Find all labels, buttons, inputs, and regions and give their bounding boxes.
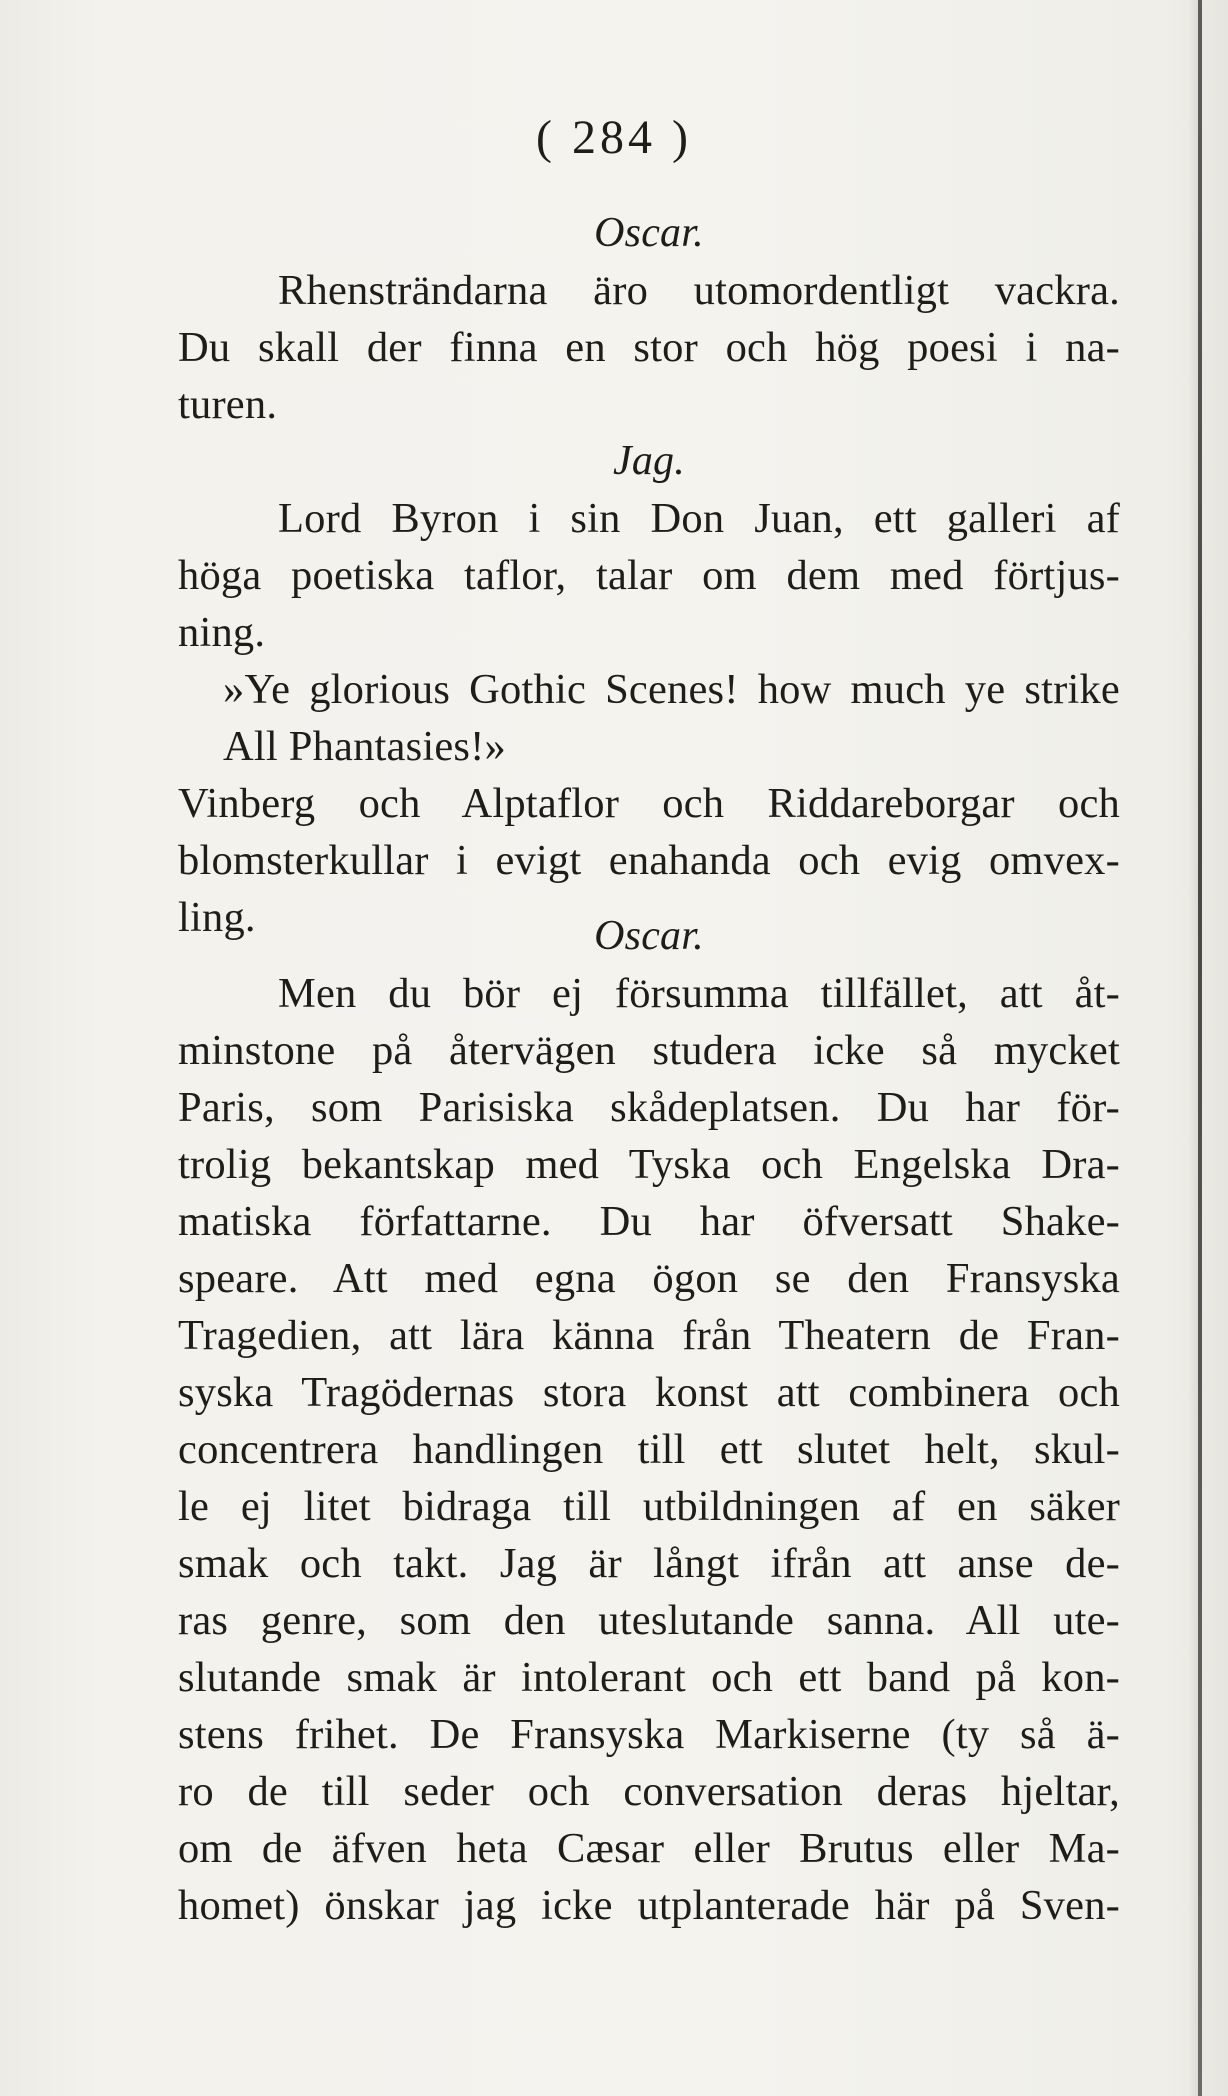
text-line: matiska författarne. Du har öfversatt Shake- (178, 1198, 1120, 1245)
text-line: Lord Byron i sin Don Juan, ett galleri af (278, 495, 1120, 542)
text-line: minstone på återvägen studera icke så mycket (178, 1027, 1120, 1074)
quote-line: »Ye glorious Gothic Scenes! how much ye strike (223, 666, 1120, 713)
quote-line: All Phantasies!» (223, 723, 506, 770)
text-line: ling. (178, 894, 256, 941)
text-line: höga poetiska taflor, talar om dem med förtjus- (178, 552, 1120, 599)
text-line: stens frihet. De Fransyska Markiserne (ty så ä- (178, 1711, 1120, 1758)
text-line: ning. (178, 609, 266, 656)
speaker-name: Oscar. (594, 913, 704, 959)
dialogue-block-oscar-2 (178, 908, 1120, 1934)
text-line: syska Tragödernas stora konst att combinera och (178, 1369, 1120, 1416)
speaker-name: Oscar. (594, 210, 704, 256)
text-line: le ej litet bidraga till utbildningen af en säker (178, 1483, 1120, 1530)
text-line: homet) önskar jag icke utplanterade här på Sven- (178, 1882, 1120, 1929)
text-line: Vinberg och Alptaflor och Riddareborgar och (178, 780, 1120, 827)
page-edge-line (1198, 0, 1202, 2096)
text-line: concentrera handlingen till ett slutet helt, skul- (178, 1426, 1120, 1473)
text-line: turen. (178, 381, 278, 428)
speaker-name: Jag. (613, 438, 685, 484)
text-line: speare. Att med egna ögon se den Fransyska (178, 1255, 1120, 1302)
text-line: trolig bekantskap med Tyska och Engelska Dra- (178, 1141, 1120, 1188)
text-line: Rhensträndarna äro utomordentligt vackra. (278, 267, 1120, 314)
text-line: om de äfven heta Cæsar eller Brutus eller Ma- (178, 1825, 1120, 1872)
text-line: Du skall der finna en stor och hög poesi i na- (178, 324, 1120, 371)
page-edge-shadow (1188, 0, 1198, 2096)
text-line: ras genre, som den uteslutande sanna. All ute- (178, 1597, 1120, 1644)
page-number: ( 284 ) (536, 111, 692, 164)
dialogue-block-jag (178, 433, 1120, 946)
text-line: blomsterkullar i evigt enahanda och evig omvex- (178, 837, 1120, 884)
text-line: Tragedien, att lära känna från Theatern de Fran- (178, 1312, 1120, 1359)
text-line: ro de till seder och conversation deras hjeltar, (178, 1768, 1120, 1815)
text-line: Men du bör ej försumma tillfället, att åt- (278, 970, 1120, 1017)
text-line: slutande smak är intolerant och ett band på kon- (178, 1654, 1120, 1701)
dialogue-block-oscar-1 (178, 205, 1120, 433)
text-line: Paris, som Parisiska skådeplatsen. Du har för- (178, 1084, 1120, 1131)
text-line: smak och takt. Jag är långt ifrån att anse de- (178, 1540, 1120, 1587)
